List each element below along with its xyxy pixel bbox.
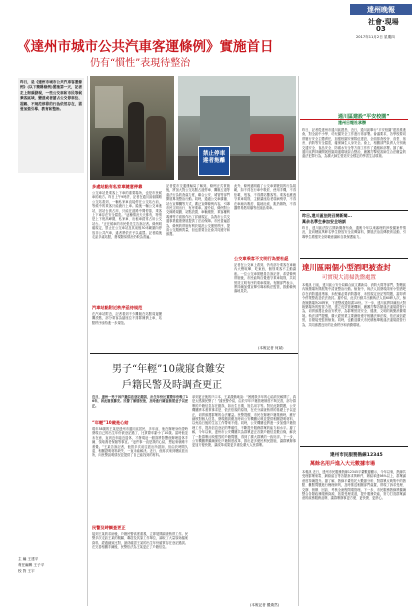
second-headline-2: 戶籍民警及時調查更正 (122, 380, 222, 391)
side-rule-4 (300, 446, 408, 447)
second-headline-1: 男子“年輕”10歲寢食難安 (112, 364, 225, 375)
side-news-2-headline-2: 萬余名學生參加安全培訓 (302, 219, 346, 224)
lead-intro-text: 昨日，是《達州市城市公共汽車客運條例》(以下簡稱條例)實施第一天，記者走上街頭發現，一些公交車和市民等候乘客區域，變道或者搶占公交停車位、超載、不規范停靠的行為依然存在，需要加強引導、教育和整治。 (20, 80, 82, 112)
side-rule-3 (300, 258, 408, 259)
lead-subhead-1: 多處站點有私家車隨意停靠 (92, 184, 143, 189)
side-news-4-headline-2: 萬餘名用戶進入大元數據市場 (310, 461, 376, 467)
second-subhead-2: 民警及時調查更正 (92, 525, 126, 530)
col-rule-left (87, 76, 88, 606)
side-news-1-headline-1: 通川區建設“平安校園” (338, 114, 390, 120)
side-news-4-headline-1: 達州市民服務熱線12345 (330, 453, 383, 458)
lead-body-col-3: 此外，條例還明確了公交車駕駛員的行為規範，如不得在行車中吸菸、使用手機，不得拒載、甩客，不得滯站攬客等。乘客也應遵守乘車規則，主動讓座給老弱病殘孕，不得在車廂內吸菸、隨地吐痰、亂扔雜物，不得攜帶易燃易爆等危險品乘車。 (234, 184, 296, 211)
masthead (0, 0, 418, 39)
street-sign-photo (178, 76, 296, 180)
lead-headline: 《達州市城市公共汽車客運條例》實施首日 (17, 39, 274, 55)
side-news-2-headline-1: 昨日,達川區法院召開新聞... (302, 213, 353, 218)
lead-body-col-1: 公交車站是乘客上下車的重要場所，也是市民候車的地方。昨日上午9時許，記者在通川區朝陽路公交站看到，一輛私家車直接停在公交站台前，等候中的乘客只能繞行上車。隨後一輛公交車進站，因站台被占用，只能在道路中間停靠，乘客上下車存在安全隱患。“這種情況天天都有，特別是上下班高峰期，私家車、出租車經常占用公交站台。”正在候車的市民張先生告訴記者。條例明確規定，禁止在公交車站及其前後30米範圍內停放非公共汽車，違者將依法予以處罰。記者隨後走訪多處站點，發現類似情況仍較為普遍。 (92, 191, 162, 240)
side-news-3-body: 本報訊 日前，達川區公安分局聯合區文廣新局、消防大隊等部門，對轄區內娛樂場所開展集中清查整治行動。檢查中，執法人員發現兩家小型酒吧存在消防通道堵塞、未配備必要消防器材、未按規定登記等問題，當即責令停業整改並依法查封。據介紹，此次行動共出動執法人員60餘人次，檢查娛樂場所20餘家，下達整改通知書10份。下一步，達川區將持續加大對娛樂場所的監管力度，建立長效管理機制，嚴厲打擊各類違法違規經營行為，切實維護社會治安秩序，為群眾營造安全、健康、文明的娛樂消費環境。執法部門提醒，廣大經營業主要嚴格遵守相關法律法規，依法誠信經營，自覺接受監督檢查。同時，也歡迎廣大市民積極舉報違法違規經營行為，共同維護良好的社會秩序和消費環境。 (302, 283, 406, 327)
second-body-col-2: 拿到更正後的戶口本，王某激動地說：“困擾我多年的心結終於解開了，真是太感謝民警了！”據民警介紹，由於早年戶籍管理制度不夠完善，部分群眾的戶籍信息存在錯誤，如出生日期、姓名用字等。對於此類問題，公安機關將本著實事求是、依法依規的原則，在充分調查核實的基礎上予以更正，切實維護群眾的合法權益。民警提醒，市民在辦理戶籍業務時，應仔細核對個人信息，發現錯誤應及時向公安機關反映並提供相關證明材料，以免給日後的生活工作帶來不便。同時，公安機關也將進一步加強戶籍管理工作，提高信息登記的準確性，不斷提升服務群眾的能力和水平。據了解，今年以來，達州市公安機關共為群眾更正各類戶籍信息數百條，解決了一批群眾反映強烈的戶籍問題，得到了廣大群眾的一致好評。下一步，公安機關將繼續深化戶籍制度改革，推出更多便民利民措施，讓群眾辦事更加方便快捷，讓改革成果更多惠及廣大人民群眾。 (192, 395, 296, 448)
lead-body-col-1b: 在汽車站附近，記者看到不少攤販在站點周邊擺攤設點，部分乘客為搶座位不排隊擁擠上車，站點秩序亟待進一步規范。 (92, 312, 162, 325)
second-body-col-1: 現年58歲的王某是達州市通川區居民，多年前，他在辦理身份證時發現自己的出生年份被登記錯了，比實際年齡小了10歲。當時他並未在意，直到近年臨近退休，才發現這一錯誤將影響他辦理退休手續、領取養老保險等事宜。“這件事一直是我的心結，想起來就睡不著覺。”王某告訴記者，他曾多次前往派出所諮詢，但由於時間久遠、相關證明材料缺失，一直未能解決。近日，他再次來到轄區派出所，向民警說明情況並提供了自己能找到的材料。 (92, 427, 188, 458)
side-news-1-headline-2: 達州日報社承辦 (338, 120, 366, 125)
editor-line-3: 校 對 王宇 (18, 569, 35, 573)
second-byline: (本報記者 羅煥然) (250, 603, 280, 607)
second-subhead-1: “年輕”10歲是心結 (92, 420, 129, 425)
left-col-filler (18, 178, 84, 548)
lead-subhead: 仍有“慣性”表現待整治 (90, 58, 191, 69)
section-name: 社會·現場 (368, 18, 399, 26)
editor-credits (18, 556, 84, 574)
editor-line-2: 責任編輯 王子平 (18, 563, 45, 567)
page-number: 03 (376, 25, 386, 33)
no-parking-sign (198, 146, 230, 176)
issue-weekday: 星期四 (384, 35, 395, 39)
side-news-1-body: 昨日，記者從達州市通川區獲悉，近日，通川區舉行“平安校園”建設推進會，對全區中小學、幼兒園安全工作進行再部署。會議要求，各學校要切實履行安全主體責任，加強校園安保隊伍建設，全面排查校舍、食堂、宿舍、消防等安全隱患，確保師生人身安全。會上，相關部門負責人分別就交通安全、食品安全、防溺水安全等方面工作作了通報和部署。據了解，通川區將持續開展校園周邊環境綜合整治，嚴厲打擊侵害師生合法權益的違法犯罪行為，為廣大師生營造安全穩定的學習生活環境。 (302, 128, 406, 159)
lead-subhead-2: 汽車站點附近秩序亟待規范 (92, 305, 143, 310)
side-news-3-headline-1: 達川區兩個小型酒吧被查封 (302, 263, 391, 272)
second-body-col-1b: 接到王某的求助後，戶籍民警高度重視，立即展開調查核實工作。民警多次走訪王某的親屬、鄰居及其原工作單位，調取了大量原始檔案資料，經過細致比對，最終確認王某的出生年份確實存在登記錯誤。在完善相關手續後，民警依法為王某更正了戶籍信息。 (92, 532, 188, 550)
side-rule-2 (300, 210, 408, 211)
lead-intro-box (18, 78, 84, 173)
issue-date: 2017年11月2日 (356, 35, 383, 39)
mid-divider (90, 353, 298, 354)
no-parking-sign-text: 禁止停車 違者拖離 (202, 151, 226, 164)
bus-interior-photo (90, 76, 174, 180)
side-news-4-body: 本報訊 近日，達州市民服務熱線12345平臺數據顯示，今年以來，熱線共受理群眾來電、網絡留言等各類訴求萬餘件，辦結率達98%以上，群眾滿意度持續提升。據了解，熱線平臺依托大數據分析，對群眾反映集中的熱點、難點問題進行梳理研判，及時推送相關部門處置，實現了訴求受理、交辦、督辦、回訪、考核全流程閉環管理。下一步，市民服務熱線將繼續整合各類政務服務資源，拓寬受理渠道，提升服務效能，努力打造群眾滿意的政務服務品牌，讓群眾辦事更方便、更快捷、更舒心。 (302, 470, 406, 501)
newspaper-logo: 達州晚報 (350, 4, 412, 15)
lead-subhead-3: 公交車乘客不文明行為要杜絕 (234, 256, 289, 261)
lead-body-col-3b: 記者在公交車上看到，仍有部分乘客在車廂內大聲喧嘩、吃東西，個別乘客不主動讓座。一位公交車駕駛員告訴記者，希望條例實施後，市民能夠自覺遵守乘車規則，共同營造文明有序的乘車環境。有關部門表示，將持續加強宣傳引導和執法監管，推動條例落地見效。 (234, 263, 296, 294)
side-news-3-headline-2: 可實現大清掃洗盤處置 (322, 275, 376, 281)
lead-body-col-2: 記者從市交通運輸局了解到，條例正式實施後，將加大對公交站點占道停車、攤販占道等違法行為的查處力度，聯合公安、城管等部門開展專項整治行動。同時，通過公交車廣播、站台宣傳欄等方式，廣泛宣傳條例內容，引導市民文明出行、有序乘車。據介紹，條例對公交線路規劃、站點設置、車輛運營、乘客權利義務等方面都作出了詳細規定，為我市公共交通事業健康發展提供了法治保障。市民普遍認為，條例的實施有利於規范公交運營秩序，提高公交服務質量，但也需要全社會共同遵守和維護。 (166, 184, 230, 237)
col-rule-right (298, 76, 299, 606)
side-news-2-body: 昨日，達川區法院召開新聞發布會，通報今年以來審理的涉校園案件情況，並向轄區萬餘名學生發放安全宣傳資料，開展法治宣傳教育活動，引導學生增強安全防範意識和自我保護能力。 (302, 226, 406, 239)
lead-byline: (本報記者 何斌) (258, 346, 284, 350)
editor-line-1: 主 編 王建平 (18, 557, 39, 561)
second-lead-text: 近日，達州一男子因戶籍信息登記錯誤，出生年份比實際年份晚了10年，因此寢食難安。民警了解情況後，及時進行調查核實並予以更正。 (92, 395, 188, 408)
